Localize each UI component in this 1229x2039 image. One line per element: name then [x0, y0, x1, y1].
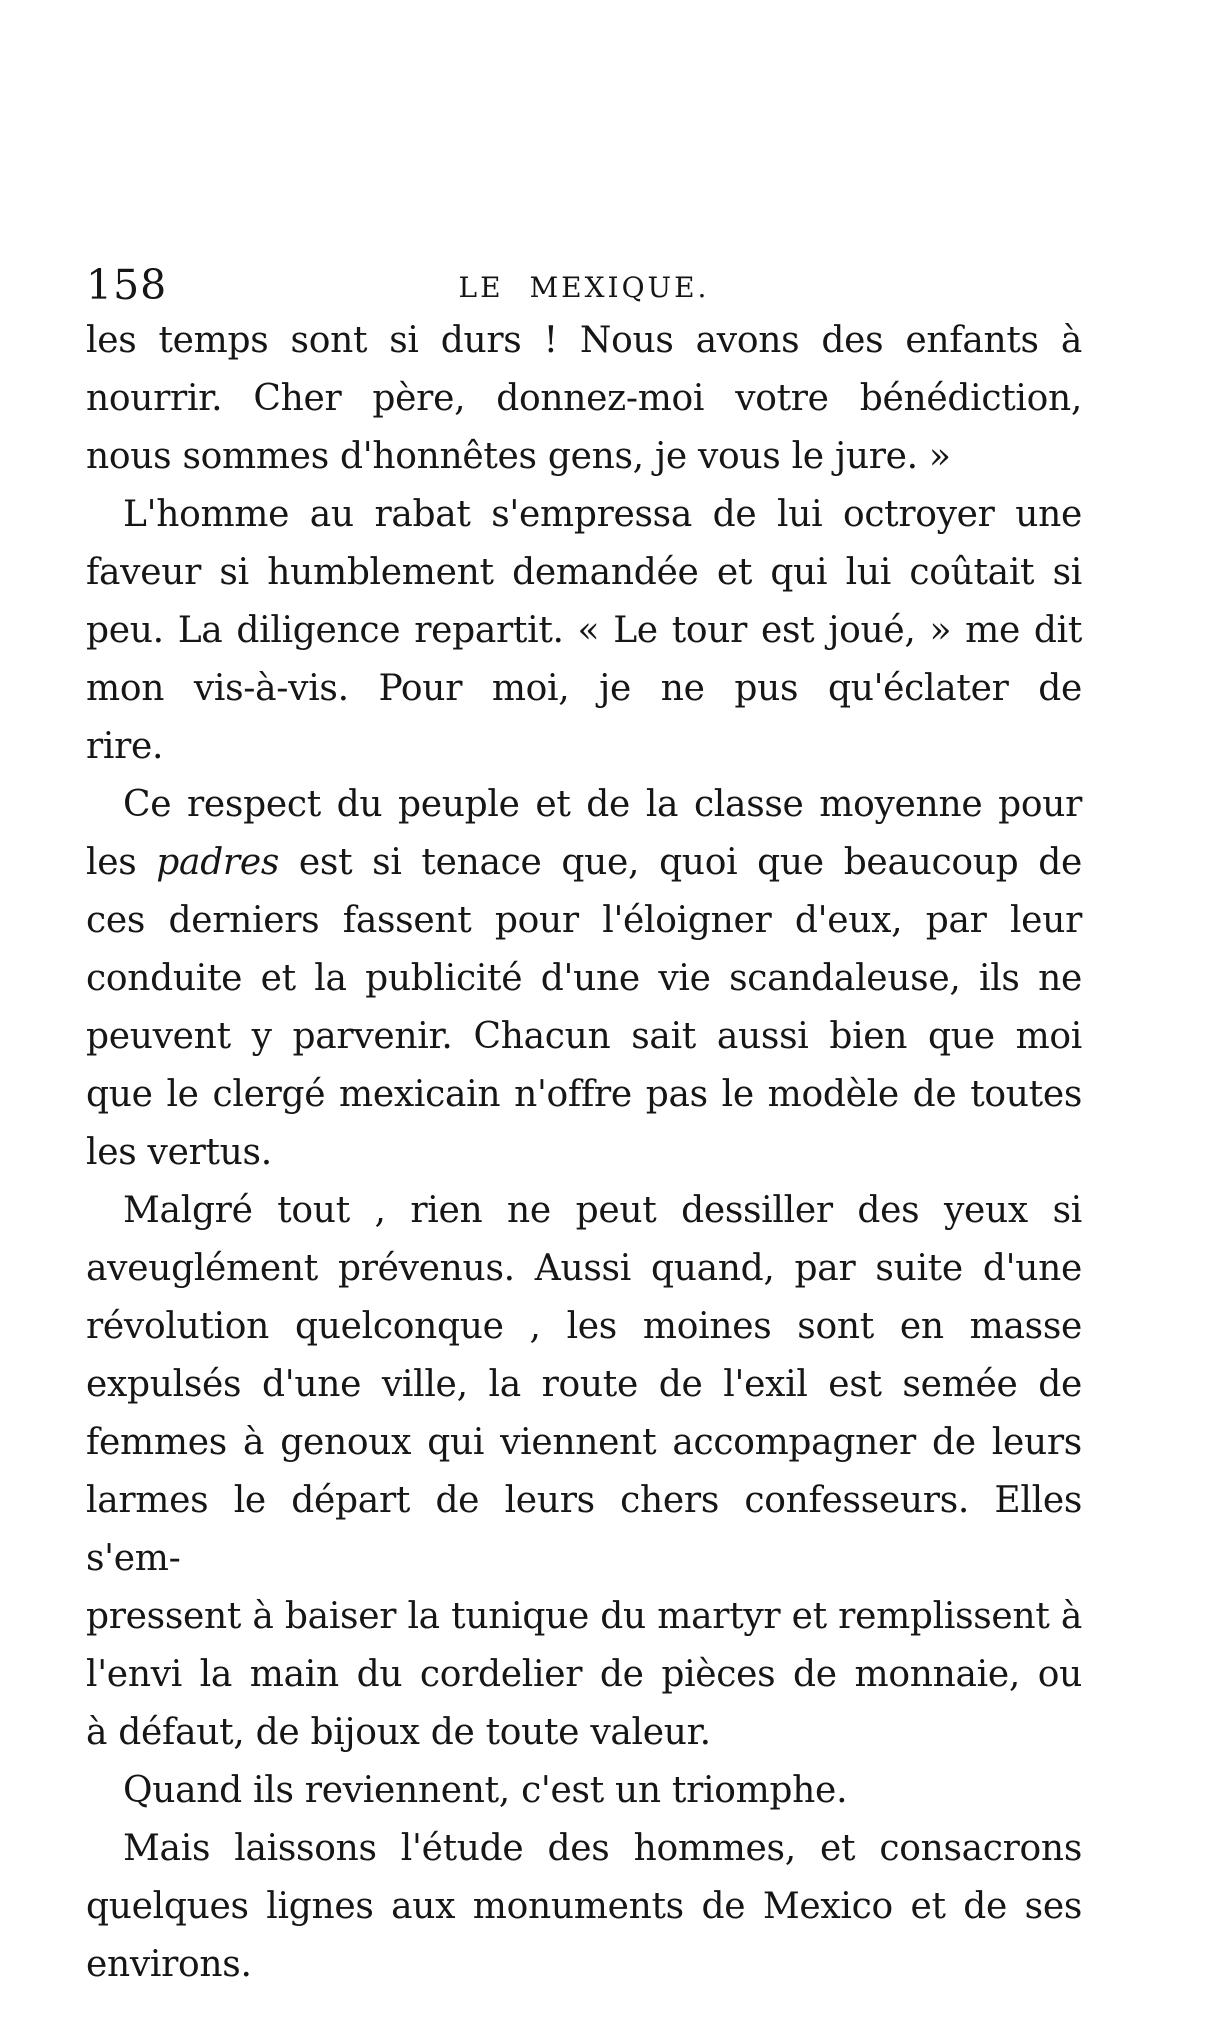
- text-line: pressent à baiser la tunique du martyr et remplissent à: [86, 1596, 1082, 1637]
- paragraph: [86, 312, 1082, 486]
- page-number: 158: [86, 261, 168, 309]
- running-head: [86, 256, 1082, 309]
- text-line: que le clergé mexicain n'offre pas le modèle de toutes: [86, 1074, 1082, 1115]
- text-line: les vertus.: [86, 1132, 272, 1173]
- text-line: rire.: [86, 726, 164, 767]
- paragraph: [86, 1182, 1082, 1762]
- text-line: révolution quelconque , les moines sont en masse: [86, 1306, 1082, 1347]
- text-line: L'homme au rabat s'empressa de lui octroyer une: [123, 494, 1082, 535]
- text-line: Quand ils reviennent, c'est un triomphe.: [123, 1770, 848, 1811]
- paragraph: [86, 1820, 1082, 1994]
- text-line: ces derniers fassent pour l'éloigner d'eux, par leur: [86, 900, 1082, 941]
- text-line: Malgré tout , rien ne peut dessiller des yeux si: [123, 1190, 1082, 1231]
- text-line: à défaut, de bijoux de toute valeur.: [86, 1712, 711, 1753]
- text-line: nous sommes d'honnêtes gens, je vous le jure. »: [86, 436, 951, 477]
- text-line: peuvent y parvenir. Chacun sait aussi bien que moi: [86, 1016, 1082, 1057]
- text-segment: est si tenace que, quoi que beaucoup de: [279, 842, 1082, 883]
- text-line: larmes le départ de leurs chers confesseurs. Elles s'em-: [86, 1480, 1082, 1579]
- italic-word: padres: [156, 842, 280, 883]
- text-line: aveuglément prévenus. Aussi quand, par suite d'une: [86, 1248, 1082, 1289]
- paragraph: [86, 1762, 1082, 1820]
- text-line: nourrir. Cher père, donnez-moi votre bénédiction,: [86, 378, 1082, 419]
- text-line: Mais laissons l'étude des hommes, et consacrons: [123, 1828, 1082, 1869]
- text-line: conduite et la publicité d'une vie scandaleuse, ils ne: [86, 958, 1082, 999]
- text-line: Ce respect du peuple et de la classe moyenne pour: [123, 784, 1082, 825]
- text-line: les temps sont si durs ! Nous avons des enfants à: [86, 320, 1082, 361]
- text-line: expulsés d'une ville, la route de l'exil est semée de: [86, 1364, 1082, 1405]
- body-text: [86, 312, 1082, 1994]
- text-line: faveur si humblement demandée et qui lui coûtait si: [86, 552, 1082, 593]
- text-line: l'envi la main du cordelier de pièces de monnaie, ou: [86, 1654, 1082, 1695]
- text-line: [86, 834, 1082, 892]
- paragraph: [86, 776, 1082, 1182]
- text-line: femmes à genoux qui viennent accompagner de leurs: [86, 1422, 1082, 1463]
- text-line: peu. La diligence repartit. « Le tour est joué, » me dit: [86, 610, 1082, 651]
- text-segment: les: [86, 842, 157, 883]
- text-line: mon vis-à-vis. Pour moi, je ne pus qu'éclater de: [86, 668, 1082, 709]
- paragraph: [86, 486, 1082, 776]
- text-line: environs.: [86, 1944, 252, 1985]
- text-line: quelques lignes aux monuments de Mexico et de ses: [86, 1886, 1082, 1927]
- running-title: LE MEXIQUE.: [458, 271, 710, 304]
